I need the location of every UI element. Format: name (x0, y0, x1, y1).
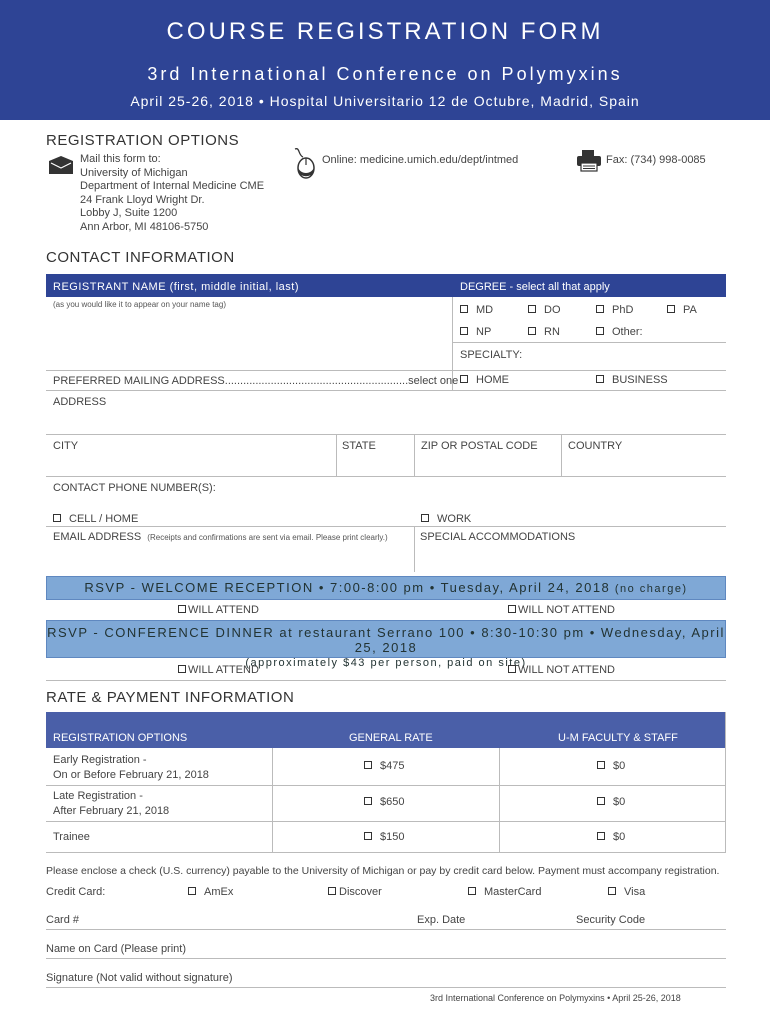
checkbox-late-general[interactable] (364, 797, 372, 805)
checkbox-trainee-general[interactable] (364, 832, 372, 840)
mailing-home[interactable]: HOME (460, 374, 509, 386)
card-amex[interactable]: AmEx (188, 886, 233, 898)
name-tag-note: (as you would like it to appear on your name tag) (53, 300, 226, 309)
email-note: (Receipts and confirmations are sent via email. Please print clearly.) (147, 533, 388, 542)
rate-row-trainee: Trainee (53, 831, 90, 843)
zip-field[interactable]: ZIP OR POSTAL CODE (421, 440, 538, 452)
mail-address-block: Mail this form to: University of Michigan Department of Internal Medicine CME 24 Frank Lloyd Wright Dr. Lobby J, Suite 1200 Ann Arbor, MI 48106-5750 (80, 153, 265, 233)
checkbox-other[interactable] (596, 327, 604, 335)
contact-information-title: CONTACT INFORMATION (46, 249, 235, 266)
rate-early-general[interactable]: $475 (364, 760, 404, 772)
checkbox-trainee-um[interactable] (597, 832, 605, 840)
mouse-icon (292, 147, 318, 179)
registrant-name-field[interactable] (46, 297, 452, 370)
reception-will-not-attend[interactable]: WILL NOT ATTEND (508, 604, 615, 616)
checkbox-amex[interactable] (188, 887, 196, 895)
checkbox-dinner-attend[interactable] (178, 665, 186, 673)
card-mastercard[interactable]: MasterCard (468, 886, 541, 898)
rates-col-general: GENERAL RATE (349, 732, 433, 744)
rsvp-dinner-text: RSVP - CONFERENCE DINNER at restaurant Serrano 100 • 8:30-10:30 pm • Wednesday, April 25, 2018 (47, 625, 725, 655)
rsvp-dinner-note: (approximately $43 per person, paid on site) (245, 657, 527, 669)
rsvp-reception-note: (no charge) (614, 583, 688, 595)
card-visa[interactable]: Visa (608, 886, 645, 898)
checkbox-np[interactable] (460, 327, 468, 335)
rate-payment-title: RATE & PAYMENT INFORMATION (46, 689, 295, 706)
checkbox-phd[interactable] (596, 305, 604, 313)
rsvp-reception-bar (46, 576, 726, 600)
checkbox-discover[interactable] (328, 887, 336, 895)
degree-md[interactable]: MD (460, 304, 493, 316)
registration-options-title: REGISTRATION OPTIONS (46, 132, 240, 149)
degree-do[interactable]: DO (528, 304, 561, 316)
city-field[interactable]: CITY (53, 440, 79, 452)
mailing-business[interactable]: BUSINESS (596, 374, 668, 386)
checkbox-business[interactable] (596, 375, 604, 383)
card-number-field[interactable]: Card # (46, 914, 80, 926)
form-title: COURSE REGISTRATION FORM (166, 18, 604, 45)
degree-np[interactable]: NP (460, 326, 491, 338)
rate-trainee-um[interactable]: $0 (597, 831, 625, 843)
checkbox-reception-not-attend[interactable] (508, 605, 516, 613)
rsvp-dinner-bar (46, 620, 726, 669)
header-banner (0, 0, 770, 120)
rate-late-general[interactable]: $650 (364, 796, 404, 808)
rate-early-um[interactable]: $0 (597, 760, 625, 772)
checkbox-reception-attend[interactable] (178, 605, 186, 613)
fax-icon (576, 150, 602, 172)
phone-cell[interactable]: CELL / HOME (53, 513, 138, 525)
checkbox-work[interactable] (421, 514, 429, 522)
checkbox-early-general[interactable] (364, 761, 372, 769)
phone-label: CONTACT PHONE NUMBER(S): (53, 482, 216, 494)
dinner-will-not-attend[interactable]: WILL NOT ATTEND (508, 664, 615, 676)
degree-pa[interactable]: PA (667, 304, 697, 316)
credit-card-label: Credit Card: (46, 886, 106, 898)
rates-col-options: REGISTRATION OPTIONS (53, 732, 188, 744)
reception-will-attend[interactable]: WILL ATTEND (178, 604, 259, 616)
fax-number: Fax: (734) 998-0085 (606, 154, 706, 166)
checkbox-mastercard[interactable] (468, 887, 476, 895)
exp-date-field[interactable]: Exp. Date (417, 914, 466, 926)
payment-note: Please enclose a check (U.S. currency) payable to the University of Michigan or pay by credit card below. Payment must accompany registration. (46, 865, 720, 877)
conference-title: 3rd International Conference on Polymyxins (147, 64, 623, 84)
rate-row-early: Early Registration - On or Before February 21, 2018 (53, 754, 209, 781)
dinner-will-attend[interactable]: WILL ATTEND (178, 664, 259, 676)
degree-header: DEGREE - select all that apply (460, 281, 610, 293)
online-url: Online: medicine.umich.edu/dept/intmed (322, 154, 519, 166)
registrant-name-label: REGISTRANT NAME (first, middle initial, last) (53, 281, 300, 293)
specialty-label[interactable]: SPECIALTY: (460, 349, 523, 361)
name-on-card-field[interactable]: Name on Card (Please print) (46, 943, 187, 955)
state-field[interactable]: STATE (342, 440, 376, 452)
dates-location: April 25-26, 2018 • Hospital Universitario 12 de Octubre, Madrid, Spain (130, 93, 640, 109)
rates-col-um: U-M FACULTY & STAFF (558, 732, 678, 744)
rate-trainee-general[interactable]: $150 (364, 831, 404, 843)
phone-work[interactable]: WORK (421, 513, 471, 525)
rsvp-reception-text: RSVP - WELCOME RECEPTION • 7:00-8:00 pm • Tuesday, April 24, 2018 (84, 580, 611, 595)
address-field[interactable]: ADDRESS (53, 396, 107, 408)
special-accommodations-field[interactable]: SPECIAL ACCOMMODATIONS (420, 531, 576, 543)
envelope-icon (48, 155, 74, 175)
checkbox-md[interactable] (460, 305, 468, 313)
checkbox-do[interactable] (528, 305, 536, 313)
checkbox-pa[interactable] (667, 305, 675, 313)
rate-late-um[interactable]: $0 (597, 796, 625, 808)
security-code-field[interactable]: Security Code (576, 914, 646, 926)
degree-rn[interactable]: RN (528, 326, 560, 338)
rate-row-late: Late Registration - After February 21, 2018 (53, 790, 170, 817)
email-field[interactable]: EMAIL ADDRESS (Receipts and confirmations are sent via email. Please print clearly.) (53, 531, 388, 543)
checkbox-rn[interactable] (528, 327, 536, 335)
degree-other[interactable]: Other: (596, 326, 643, 338)
country-field[interactable]: COUNTRY (568, 440, 623, 452)
mailing-address-label: PREFERRED MAILING ADDRESS............................................................select one (53, 375, 459, 387)
signature-field[interactable]: Signature (Not valid without signature) (46, 972, 233, 984)
footer-text: 3rd International Conference on Polymyxins • April 25-26, 2018 (430, 993, 681, 1003)
checkbox-cell[interactable] (53, 514, 61, 522)
card-discover[interactable]: Discover (328, 886, 382, 898)
checkbox-home[interactable] (460, 375, 468, 383)
checkbox-visa[interactable] (608, 887, 616, 895)
checkbox-late-um[interactable] (597, 797, 605, 805)
checkbox-early-um[interactable] (597, 761, 605, 769)
checkbox-dinner-not-attend[interactable] (508, 665, 516, 673)
degree-phd[interactable]: PhD (596, 304, 633, 316)
